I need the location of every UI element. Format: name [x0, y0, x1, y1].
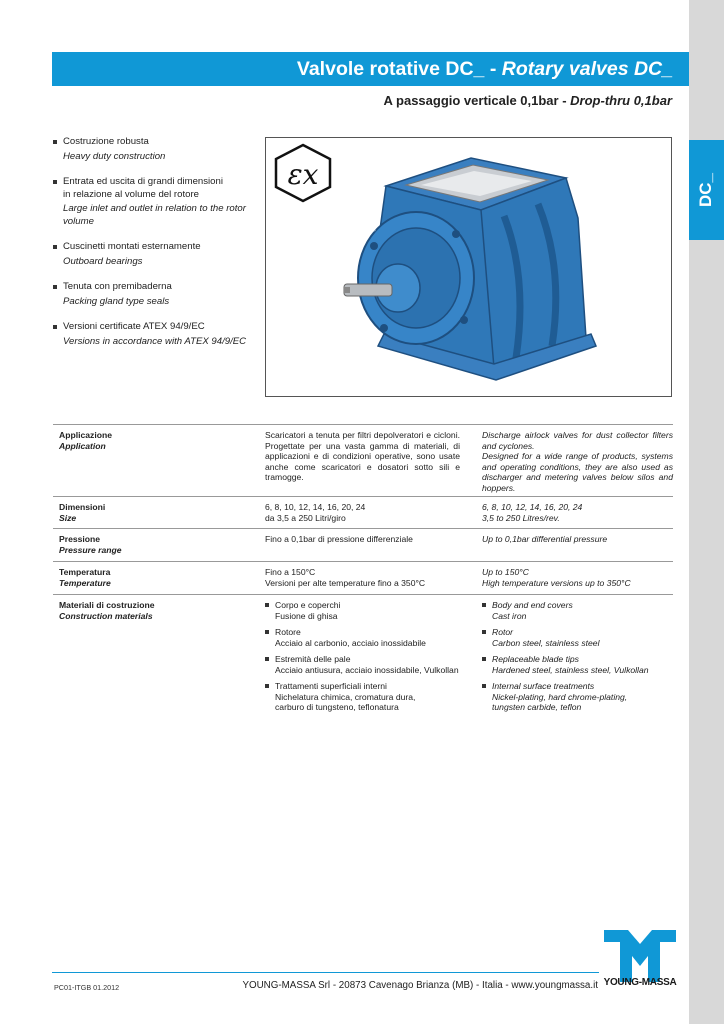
company-address: YOUNG-MASSA Srl - 20873 Cavenago Brianza (MB) - Italia - www.youngmassa.it: [242, 980, 598, 991]
spec-row-size: Dimensioni Size 6, 8, 10, 12, 14, 16, 20, 24 da 3,5 a 250 Litri/giro 6, 8, 10, 12, 14, 16, 20, 24 3,5 to 250 Litres/rev.: [53, 496, 673, 528]
material-item: Replaceable blade tips Hardened steel, stainless steel, Vulkollan: [482, 654, 673, 675]
page-title: Valvole rotative DC_ - Rotary valves DC_: [296, 57, 673, 80]
feature-item: Costruzione robusta Heavy duty construction: [53, 136, 258, 163]
feature-item: Cuscinetti montati esternamente Outboard bearings: [53, 241, 258, 268]
spec-table: [53, 424, 673, 724]
feature-item: Tenuta con premibaderna Packing gland type seals: [53, 281, 258, 308]
spec-row-pressure: Pressione Pressure range Fino a 0,1bar di pressione differenziale Up to 0,1bar differential pressure: [53, 528, 673, 561]
feature-item: Entrata ed uscita di grandi dimensioni in relazione al volume del rotore Large inlet and outlet in relation to the rotor volume: [53, 176, 258, 228]
material-item: Rotore Acciaio al carbonio, acciaio inossidabile: [265, 627, 460, 648]
feature-item: Versioni certificate ATEX 94/9/EC Versions in accordance with ATEX 94/9/EC: [53, 321, 258, 348]
logo-wordmark: YOUNG-MASSA: [603, 977, 677, 988]
title-bar: [52, 52, 689, 86]
footer-divider: [52, 972, 599, 973]
document-code: PC01-ITGB 01.2012: [54, 983, 120, 992]
material-item: Rotor Carbon steel, stainless steel: [482, 627, 673, 648]
section-tab-label: DC_: [696, 172, 716, 208]
atex-ex-icon: [273, 143, 333, 203]
spec-row-temperature: Temperatura Temperature Fino a 150°C Versioni per alte temperature fino a 350°C Up to 150°C High temperature versions up to 350°C: [53, 561, 673, 594]
svg-text:εx: εx: [287, 158, 319, 191]
page-subtitle: A passaggio verticale 0,1bar - Drop-thru 0,1bar: [383, 93, 672, 108]
spec-row-materials: Materiali di costruzione Construction materials Corpo e coperchi Fusione di ghisa Rotore Acciaio al carbonio, acciaio inossidabile Estremità delle pale Acciaio antiusura, acciaio inossidabile, Vulkollan Trattamenti superficiali interni Nichelatura chimica, cromatura dura, carburo di tungsteno, teflonatura Body and end covers Cast iron Rotor Carbon steel, stainless steel Replaceable blade tips Hardened steel, stainless steel, Vulkollan Internal surface treatments Nickel-plating, hard chrome-plating, tungsten carbide, teflon: [53, 594, 673, 724]
material-item: Internal surface treatments Nickel-plating, hard chrome-plating, tungsten carbide, teflon: [482, 681, 673, 713]
material-item: Body and end covers Cast iron: [482, 600, 673, 621]
material-item: Corpo e coperchi Fusione di ghisa: [265, 600, 460, 621]
spec-row-application: Applicazione Application Scaricatori a tenuta per filtri depolveratori e cicloni. Progettate per una vasta gamma di materiali, di applicazioni e di condizioni operative, sono usate anche come scaricatori e dosatori sotto sili e tramogge. Discharge airlock valves for dust collector filters and cyclones. Designed for a wide range of products, systems and operating conditions, they are also used as discharger and metering valves below silos and hoppers.: [53, 424, 673, 496]
material-item: Trattamenti superficiali interni Nichelatura chimica, cromatura dura, carburo di tungsteno, teflonatura: [265, 681, 460, 713]
material-item: Estremità delle pale Acciaio antiusura, acciaio inossidabile, Vulkollan: [265, 654, 460, 675]
section-tab: [689, 140, 724, 240]
feature-list: [53, 136, 258, 361]
